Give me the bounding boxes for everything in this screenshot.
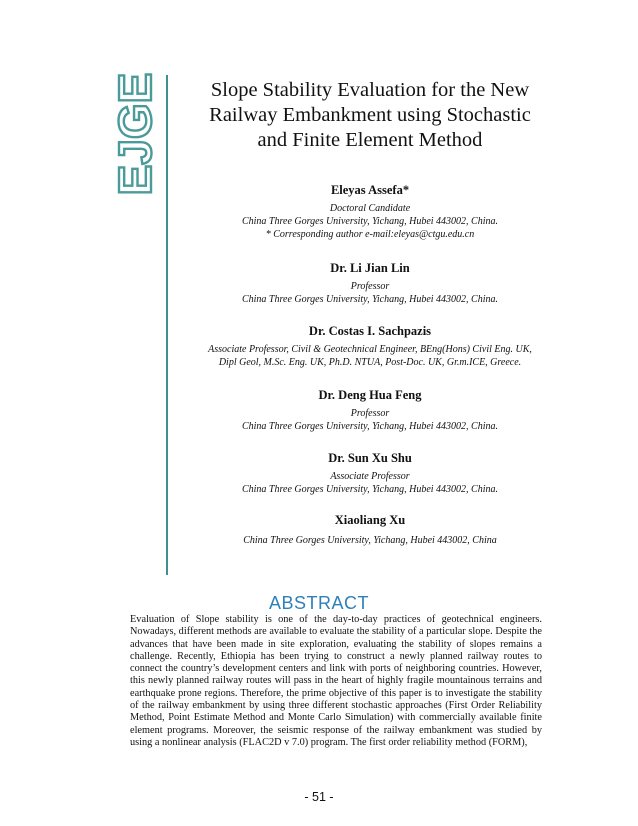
author-name: Dr. Sun Xu Shu (328, 451, 412, 465)
author-block (175, 260, 565, 306)
affiliation-line: China Three Gorges University, Yichang, Hubei 443002, China. (241, 421, 498, 432)
title-line: Railway Embankment using Stochastic (209, 104, 531, 126)
journal-logo-text: EJGE (109, 73, 161, 195)
abstract-heading: ABSTRACT (268, 593, 369, 613)
author-affiliation (175, 343, 565, 369)
paper-title (180, 78, 560, 153)
author-block (175, 512, 565, 547)
author-name: Dr. Li Jian Lin (330, 261, 410, 275)
abstract-text: Evaluation of Slope stability is one of the day-to-day practices of geotechnical engineers. Nowadays, different methods are available to evaluate the stability of a particular slope. Despite the advances that have been made in site exploration, evaluating the stability of slopes remains a challenge. Recently, Ethiopia has been trying to construct a newly planned railway routes to connect the country’s development centers and link with ports of neighboring countries. However, this newly planned railway routes will pass in the heart of highly fragile mountainous terrains and earthquake prone regions. Therefore, the prime objective of this paper is to investigate the stability of the railway embankment by using three different stochastic approaches (First Order Reliability Method, Point Estimate Method and Monte Carlo Simulation) with commercially available finite element programs. Moreover, the seismic response of the railway embankment was studied by using a nonlinear analysis (FLAC2D v 7.0) program. The first order reliability method (FORM), (130, 614, 542, 748)
page-number: - 51 - (304, 790, 334, 804)
journal-logo (109, 73, 161, 195)
author-name: Xiaoliang Xu (334, 513, 406, 527)
author-block (175, 182, 565, 241)
author-affiliation (175, 407, 565, 433)
affiliation-line: Professor (350, 408, 390, 419)
author-block (175, 387, 565, 433)
author-affiliation (175, 280, 565, 306)
author-affiliation (175, 202, 565, 241)
author-affiliation (175, 470, 565, 496)
title-line: and Finite Element Method (257, 129, 483, 151)
author-affiliation (175, 534, 565, 547)
affiliation-line: Dipl Geol, M.Sc. Eng. UK, Ph.D. NTUA, Post-Doc. UK, Gr.m.ICE, Greece. (218, 357, 522, 368)
author-name: Dr. Deng Hua Feng (318, 388, 422, 402)
affiliation-line: Associate Professor (330, 471, 410, 482)
affiliation-line: China Three Gorges University, Yichang, Hubei 443002, China. (241, 294, 498, 305)
author-name: Dr. Costas I. Sachpazis (308, 324, 432, 338)
vertical-rule (166, 75, 168, 575)
author-block (175, 450, 565, 496)
title-line: Slope Stability Evaluation for the New (210, 79, 530, 101)
affiliation-line: * Corresponding author e-mail:eleyas@ctgu.edu.cn (265, 229, 475, 240)
affiliation-line: Associate Professor, Civil & Geotechnical Engineer, BEng(Hons) Civil Eng. UK, (208, 344, 532, 355)
affiliation-line: Professor (350, 281, 390, 292)
affiliation-line: China Three Gorges University, Yichang, Hubei 443002, China. (241, 216, 498, 227)
affiliation-line: China Three Gorges University, Yichang, Hubei 443002, China (243, 535, 497, 546)
affiliation-line: China Three Gorges University, Yichang, Hubei 443002, China. (241, 484, 498, 495)
affiliation-line: Doctoral Candidate (329, 203, 411, 214)
author-block (175, 323, 565, 369)
author-name: Eleyas Assefa* (330, 183, 410, 197)
